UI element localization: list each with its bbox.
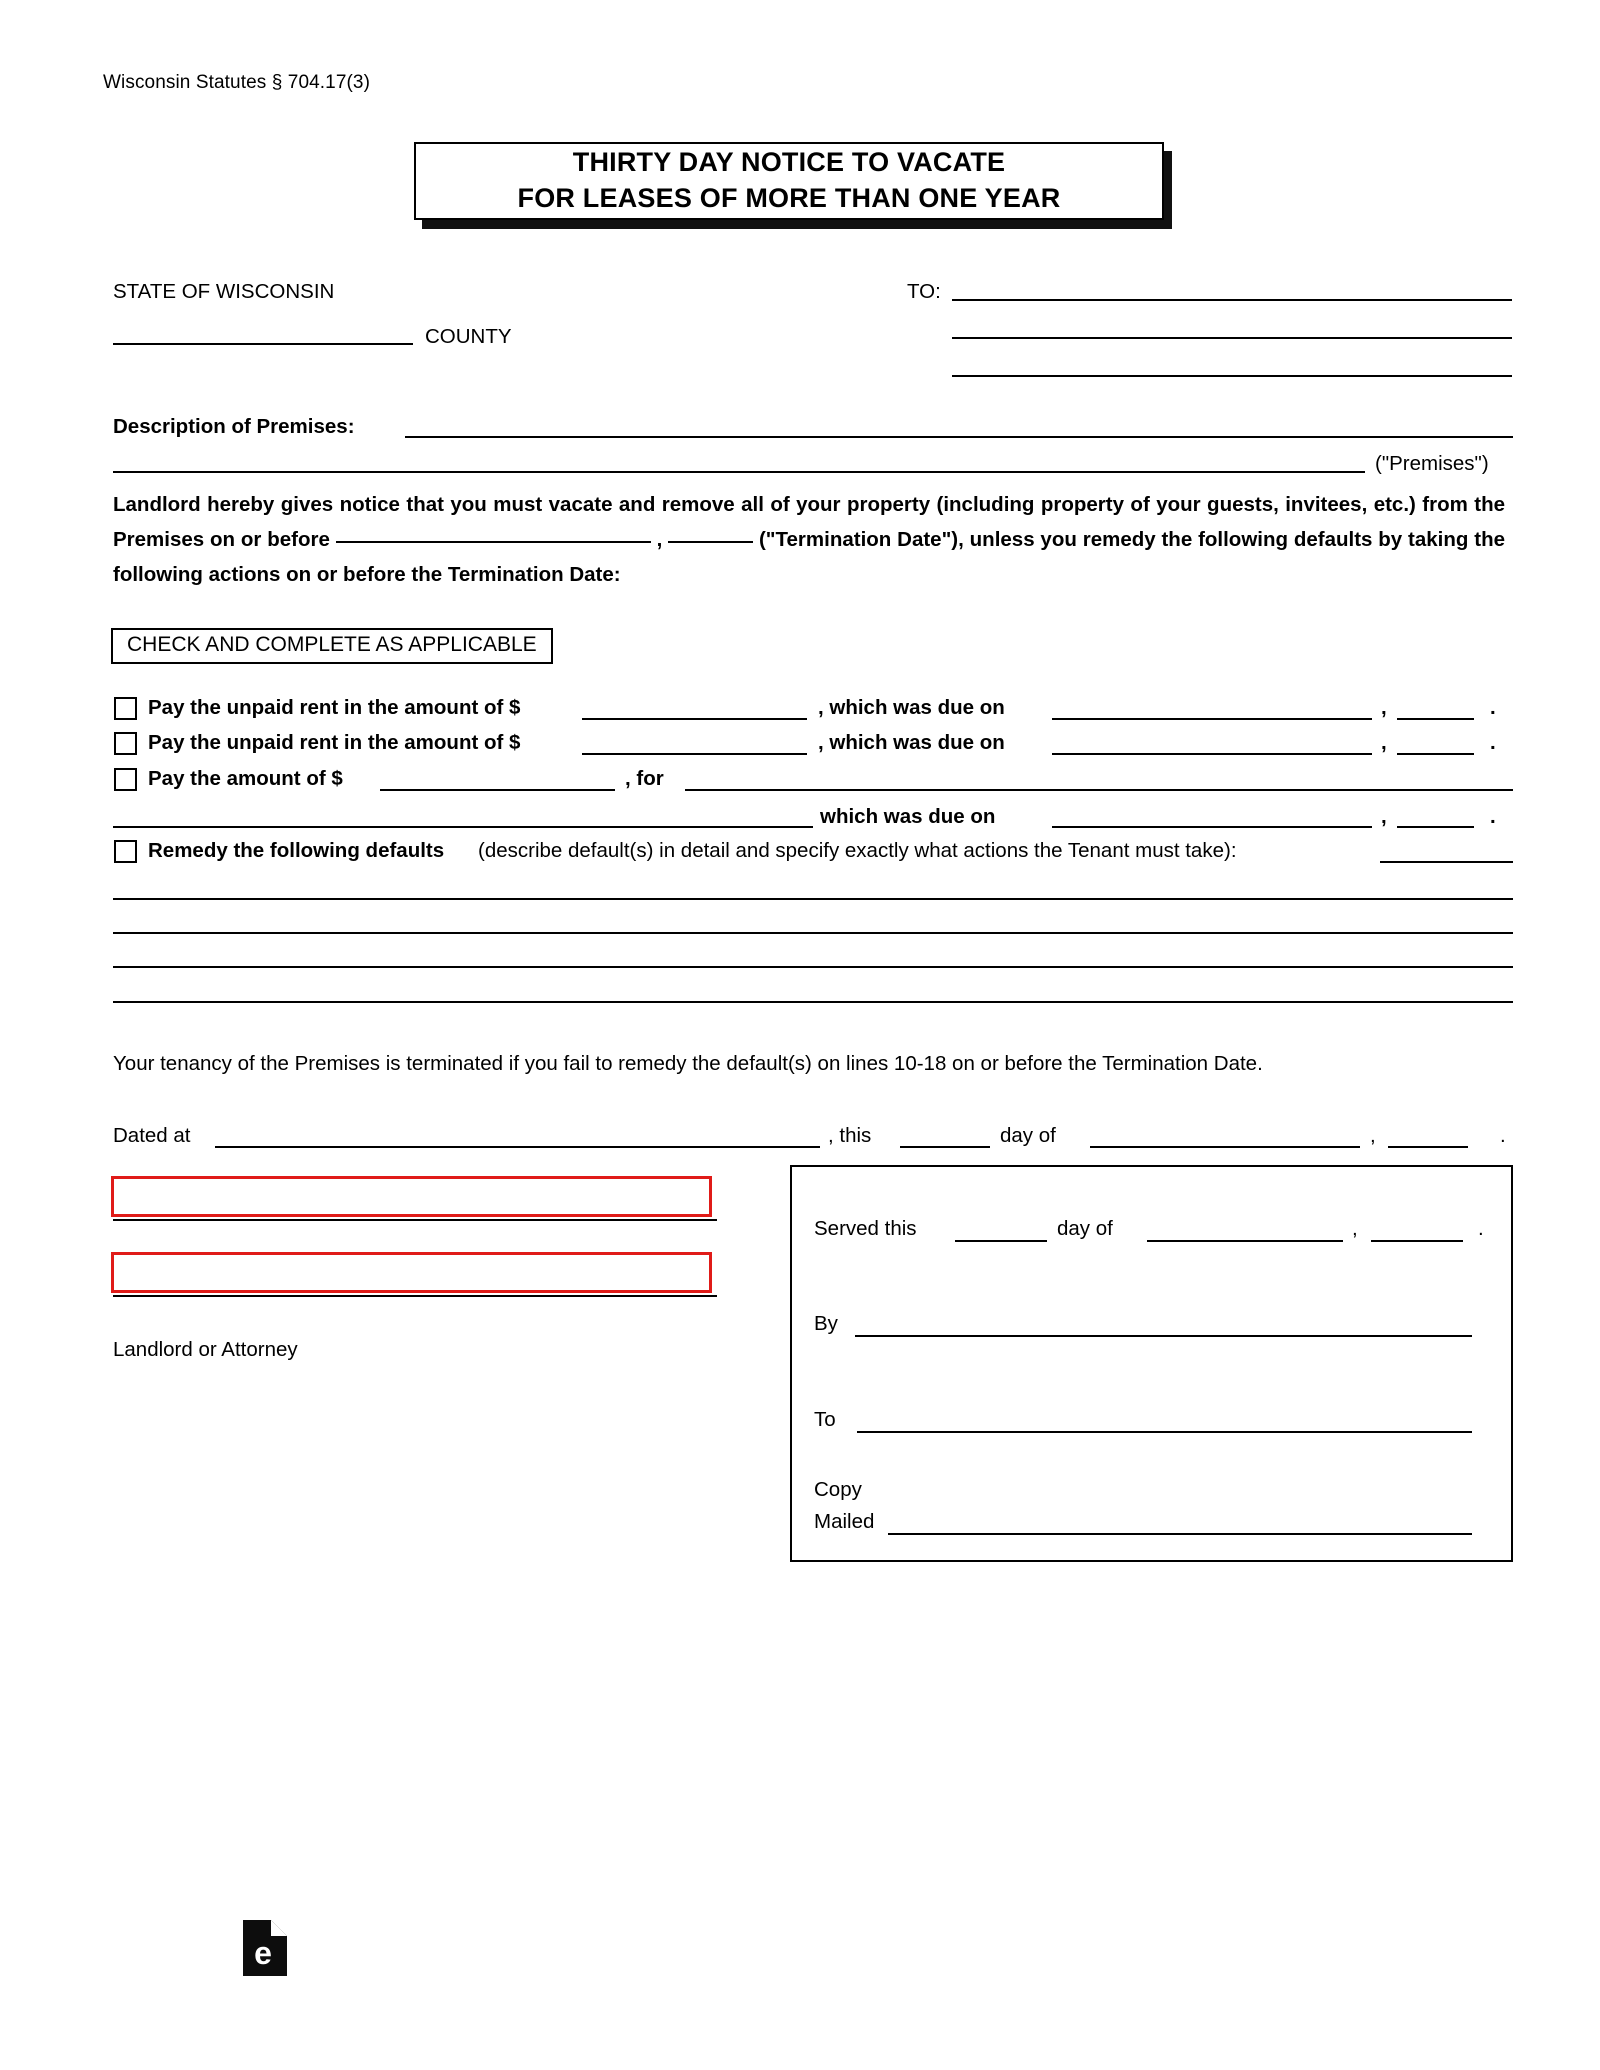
unpaid-rent-due-date-blank-2[interactable]	[1052, 753, 1372, 755]
served-to-blank[interactable]	[857, 1431, 1472, 1433]
unpaid-rent-year-blank-2[interactable]	[1397, 753, 1474, 755]
pay-amount-for-label: , for	[625, 767, 664, 790]
statute-reference: Wisconsin Statutes § 704.17(3)	[103, 72, 371, 93]
dated-at-label: Dated at	[113, 1124, 191, 1147]
notice-body-comma: ,	[656, 528, 663, 551]
served-to-label: To	[814, 1408, 836, 1431]
mailed-label: Mailed	[814, 1510, 875, 1533]
checkbox-unpaid-rent-1[interactable]	[114, 697, 137, 720]
pay-amount-due-date-blank[interactable]	[1052, 826, 1372, 828]
signature-underline-2	[113, 1295, 717, 1297]
eforms-logo-icon	[243, 1920, 287, 1976]
served-year-blank[interactable]	[1371, 1240, 1463, 1242]
remedy-defaults-blank-1[interactable]	[113, 898, 1513, 900]
unpaid-rent-comma-1: ,	[1381, 696, 1387, 719]
dated-month-blank[interactable]	[1090, 1146, 1360, 1148]
pay-amount-period: .	[1490, 805, 1496, 828]
signer-label: Landlord or Attorney	[113, 1338, 298, 1361]
notice-body-part-1: Landlord hereby gives notice that you must vacate and remove all of your property (including property of your guests, invitees, etc.) from the Premises on or before	[113, 493, 1505, 551]
county-label: COUNTY	[425, 325, 512, 348]
dated-period: .	[1500, 1124, 1506, 1147]
premises-line-2[interactable]	[113, 471, 1365, 473]
notice-body-part-2: ("Termination Date"), unless you remedy the following defaults by taking the following actions on or before the Termination Date:	[113, 528, 1505, 586]
county-blank[interactable]	[113, 343, 413, 345]
which-was-due-on-label-2: , which was due on	[818, 731, 1005, 754]
pay-amount-for-blank-2[interactable]	[113, 826, 813, 828]
remedy-defaults-label-rest: (describe default(s) in detail and specify exactly what actions the Tenant must take):	[478, 839, 1237, 862]
title-line-1: THIRTY DAY NOTICE TO VACATE	[572, 147, 1006, 178]
pay-amount-blank[interactable]	[380, 789, 615, 791]
premises-suffix: ("Premises")	[1375, 452, 1489, 475]
pay-amount-for-blank-1[interactable]	[685, 789, 1513, 791]
notice-body-paragraph	[113, 487, 1505, 592]
served-month-blank[interactable]	[1147, 1240, 1343, 1242]
signature-field-1[interactable]	[111, 1176, 712, 1217]
title-line-2: FOR LEASES OF MORE THAN ONE YEAR	[517, 183, 1061, 213]
remedy-defaults-blank-2[interactable]	[113, 932, 1513, 934]
premises-line-1[interactable]	[405, 436, 1513, 438]
unpaid-rent-period-1: .	[1490, 696, 1496, 719]
state-label: STATE OF WISCONSIN	[113, 280, 335, 303]
remedy-defaults-blank-3[interactable]	[113, 966, 1513, 968]
dated-at-blank[interactable]	[215, 1146, 820, 1148]
title-box	[414, 142, 1164, 220]
served-comma: ,	[1352, 1217, 1358, 1240]
remedy-defaults-label-bold: Remedy the following defaults	[148, 839, 445, 862]
checkbox-unpaid-rent-2[interactable]	[114, 732, 137, 755]
dated-comma: ,	[1370, 1124, 1376, 1147]
dated-day-of-label: day of	[1000, 1124, 1056, 1147]
termination-year-blank[interactable]	[668, 541, 753, 543]
pay-amount-year-blank[interactable]	[1397, 826, 1474, 828]
checkbox-pay-amount[interactable]	[114, 768, 137, 791]
served-this-label: Served this	[814, 1217, 917, 1240]
pay-amount-which-was-due-on: which was due on	[820, 805, 996, 828]
to-line-3[interactable]	[952, 375, 1512, 377]
unpaid-rent-amount-blank-1[interactable]	[582, 718, 807, 720]
served-day-of-label: day of	[1057, 1217, 1113, 1240]
served-day-blank[interactable]	[955, 1240, 1047, 1242]
to-label: TO:	[907, 280, 941, 303]
unpaid-rent-due-date-blank-1[interactable]	[1052, 718, 1372, 720]
title-box-wrapper	[414, 142, 1164, 220]
served-by-label: By	[814, 1312, 838, 1335]
dated-year-blank[interactable]	[1388, 1146, 1468, 1148]
signature-underline-1	[113, 1219, 717, 1221]
check-complete-banner: CHECK AND COMPLETE AS APPLICABLE	[111, 628, 553, 664]
termination-date-blank[interactable]	[336, 541, 651, 543]
signature-field-2[interactable]	[111, 1252, 712, 1293]
remedy-defaults-blank-0[interactable]	[1380, 861, 1513, 863]
to-line-1[interactable]	[952, 299, 1512, 301]
remedy-defaults-blank-4[interactable]	[113, 1001, 1513, 1003]
checkbox-remedy-defaults[interactable]	[114, 840, 137, 863]
checkbox-label-unpaid-rent-2: Pay the unpaid rent in the amount of $	[148, 731, 521, 754]
served-by-blank[interactable]	[855, 1335, 1472, 1337]
pay-amount-comma: ,	[1381, 805, 1387, 828]
unpaid-rent-comma-2: ,	[1381, 731, 1387, 754]
which-was-due-on-label-1: , which was due on	[818, 696, 1005, 719]
unpaid-rent-amount-blank-2[interactable]	[582, 753, 807, 755]
checkbox-label-unpaid-rent-1: Pay the unpaid rent in the amount of $	[148, 696, 521, 719]
checkbox-label-pay-amount: Pay the amount of $	[148, 767, 343, 790]
termination-statement: Your tenancy of the Premises is terminated if you fail to remedy the default(s) on lines 10-18 on or before the Termination Date.	[113, 1052, 1263, 1075]
dated-day-blank[interactable]	[900, 1146, 990, 1148]
to-line-2[interactable]	[952, 337, 1512, 339]
unpaid-rent-period-2: .	[1490, 731, 1496, 754]
svg-text:e: e	[254, 1935, 272, 1971]
unpaid-rent-year-blank-1[interactable]	[1397, 718, 1474, 720]
served-period: .	[1478, 1217, 1484, 1240]
premises-label: Description of Premises:	[113, 415, 355, 438]
dated-comma-this: , this	[828, 1124, 872, 1147]
copy-label: Copy	[814, 1478, 862, 1501]
copy-mailed-blank[interactable]	[888, 1533, 1472, 1535]
